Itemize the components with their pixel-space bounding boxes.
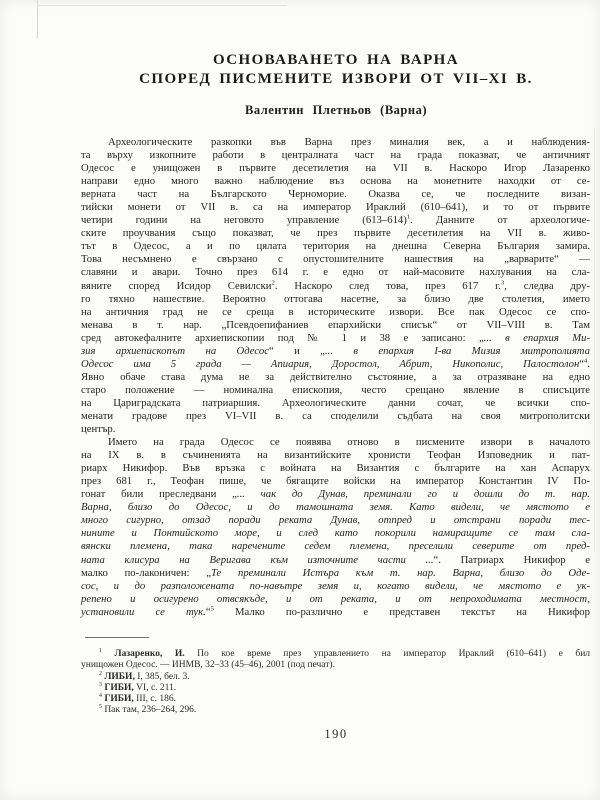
text-line: през 681 г., Теофан пише, че бягащите войски на император Константин IV По- xyxy=(81,475,590,488)
text-line: Археологическите разкопки във Варна през миналия век, а и наблюдения- xyxy=(108,136,590,148)
text-line: $^1$ Лазаренко, И. По кое време през управлението на император Ираклий (610–641) е бил xyxy=(99,647,591,659)
text-line: ната клисура на Веригава към източните части ...“. Патриарх Никифор е xyxy=(81,553,590,566)
text-line: на античния град не се среща в историческите извори. Все пак Одесос се спо- xyxy=(81,305,590,318)
text-line: славяни и авари. Точно през 614 г. е едно от най-масовите нахлувания на сла- xyxy=(81,266,590,279)
scan-artifact-line xyxy=(594,128,595,552)
text-line: го тяхно нашествие. Вероятно оттогава насетне, за близо две столетия, името xyxy=(81,292,590,305)
text-line: Това несъмнено е свързано с опустошителните нашествия на „варварите“ — xyxy=(81,253,590,266)
footnotes xyxy=(81,649,590,717)
text-line: репено и осигурено отвсякъде, и от реката, и от непроходимата местност, xyxy=(81,592,590,605)
text-line: направи едно много важно наблюдение въз основа на монетните находки от се- xyxy=(81,175,590,188)
text-line: вянски племена, така наречените седем племена, преселили северите от пред- xyxy=(81,540,590,553)
text-line: $^3$ ГИБИ, VI, с. 211. xyxy=(99,681,177,693)
text-line: гонат били преследвани „... чак до Дунав, преминали го и дошли до т. нар. xyxy=(81,488,590,501)
text-line: тийски монети от VII в. са на император Ираклий (610–641), и то от първите xyxy=(81,201,590,214)
text-line: $^5$ Пак там, 236–264, 296. xyxy=(99,704,197,716)
body-text xyxy=(81,136,590,619)
scan-artifact-line xyxy=(37,5,287,6)
text-line: на IX в. в съчиненията на византийските хронисти Теофан Изповедник и пат- xyxy=(81,449,590,462)
text-line: много сигурно, отзад поради реката Дунав, отпред и отстрани поради тес- xyxy=(81,514,590,527)
text-line: Одесос е унищожен в първите десетилетия на VII в. Наскоро Игор Лазаренко xyxy=(81,162,590,175)
title-block xyxy=(80,51,592,118)
text-line: Името на града Одесос се появява отново в писмените извори в началото xyxy=(108,436,590,449)
text-line: четири години на неговото управление $(613-614)^1$. Данните от археологиче- xyxy=(81,213,590,227)
text-line: менати градове през VI–VII в. са споделили съдбата на своя митрополитски xyxy=(81,409,590,422)
text-line: тът в Одесос, а и по цялата територия на днешна Северна България замира. xyxy=(81,240,590,253)
text-line: старо положение — номинална епископия, често срещано явление в списъците xyxy=(81,383,590,396)
text-line: център. xyxy=(81,423,116,436)
text-line: зия архиепископът на Одесос“ и „... в епархия I-ва Мизия митрополията xyxy=(81,344,590,357)
text-line: нините и Понтийското море, и след като покорили намиращите се там сла- xyxy=(81,527,590,540)
text-line: Варна, близо до Одесос, и до тамошната земя. Като видели, че мястото е xyxy=(81,501,590,514)
text-line: малко по-лаконичен: „Те преминали Истъра към т. нар. Варна, близо до Оде- xyxy=(81,566,590,579)
text-line: та върху изкопните работи в централната част на града показват, че античният xyxy=(81,149,590,162)
text-line: риарх Никифор. Във връзка с войната на Византия с българите на хан Аспарух xyxy=(81,462,590,475)
text-line: сред автокефалните архиепископии под № 1 и 38 е записано: „... в епархия Ми- xyxy=(81,331,590,344)
page-title-line-2: СПОРЕД ПИСМЕНИТЕ ИЗВОРИ ОТ VII–XI В. xyxy=(139,71,533,87)
text-line: Одесос има 5 града — Апиария, Доростол, Абрит, Никополис, Палостолон“$^4$. xyxy=(81,357,590,370)
author-name: Валентин Плетньов (Варна) xyxy=(245,103,427,117)
text-line: установили се тук.“$^5$ Малко по-различно е представен текстът на Никифор xyxy=(81,605,590,618)
page-number: 190 xyxy=(324,727,348,741)
text-line: Явно обаче става дума не за действително състояние, а за отразяване на едно xyxy=(81,370,590,383)
text-line: ските проучвания също показват, че през първите десетилетия на VII в. живо- xyxy=(81,227,590,240)
text-line: $^4$ ГИБИ, III, с. 186. xyxy=(99,693,177,705)
text-line: сос, и до разположената по-навътре земя и, когато видели, че мястото е ук- xyxy=(81,579,590,592)
text-line: на Цариградската патриаршия. Археологическите данни сочат, че всички спо- xyxy=(81,396,590,409)
text-line: вяните според Исидор Севилски$^2$. Наскоро след това, през 617 г.$^3$, следва дру- xyxy=(81,278,590,292)
scan-artifact-line xyxy=(37,0,38,38)
text-line: унищожен Одесос. — ИНМВ, 32–33 (45–46), 2001 (под печат). xyxy=(81,660,335,671)
text-line: $^2$ ЛИБИ, I, 385, бел. 3. xyxy=(99,670,190,682)
page-title-line-1: ОСНОВАВАНЕТО НА ВАРНА xyxy=(213,52,459,68)
text-line: менава в т. нар. „Псевдоепифаниев епархийски списък“ от VII–VIII в. Там xyxy=(81,318,590,331)
footnote-separator-rule xyxy=(85,637,149,638)
text-line: верната част на Българското Черноморие. Оказва се, че последните визан- xyxy=(81,188,590,201)
